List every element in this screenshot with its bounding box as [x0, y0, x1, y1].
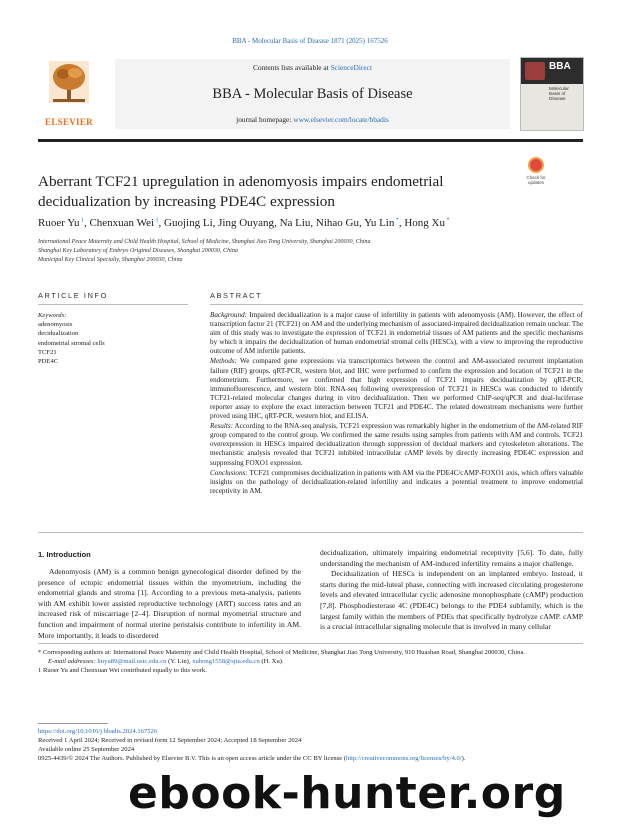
author-separator: , [274, 217, 280, 229]
doi-rule [38, 723, 108, 724]
results-label: Results: [210, 422, 234, 431]
cover-subtitle: Molecular Basis of Disease [549, 86, 569, 101]
footnotes [38, 648, 583, 675]
email-label: E-mail addresses: [48, 658, 98, 665]
elsevier-logo[interactable] [38, 59, 100, 127]
update-badge-label: Check for updates [526, 175, 546, 185]
keyword: endometrial stromal cells [38, 339, 105, 347]
abstract-bottom-rule [38, 532, 583, 533]
conclusions-text: TCF21 compromises decidualization in patients with AM via the PDE4C/cAMP-FOXO1 axis, which offers valuable insights on the pathology of decidualization-related infertility and indicates a potential treatment to improve endometrial receptivity in AM. [210, 468, 583, 495]
author-separator: , [359, 217, 365, 229]
license-suffix: ). [461, 755, 466, 762]
article-info-heading: ARTICLE INFO [38, 291, 108, 300]
background-label: Background: [210, 311, 248, 319]
author-separator: , [310, 217, 316, 229]
cover-title: BBA [549, 61, 571, 72]
corresponding-authors-note: * Corresponding authors at: International Peace Maternity and Child Health Hospital, School of Medicine, Shanghai Jiao Tong University, 910 Huashan Road, Shanghai 200030, China. [38, 649, 526, 656]
keywords-block [38, 311, 188, 366]
author-name[interactable]: Ruoer Yu [38, 217, 80, 229]
sciencedirect-link[interactable]: ScienceDirect [330, 63, 373, 72]
available-online: Available online 25 September 2024 [38, 746, 135, 753]
author-name[interactable]: Chenxuan Wei [89, 217, 155, 229]
license-text: 0925-4439/© 2024 The Authors. Published by Elsevier B.V. This is an open access article under the CC BY license ( [38, 755, 347, 762]
abstract-heading: ABSTRACT [210, 291, 263, 300]
introduction-heading: 1. Introduction [38, 550, 91, 559]
author-list [38, 217, 583, 229]
article-title: Aberrant TCF21 upregulation in adenomyosis impairs endometrial decidualization by increasing PDE4C expression [38, 173, 444, 210]
intro-paragraph: Adenomyosis (AM) is a common benign gynecological disorder defined by the presence of ectopic endometrial tissues within the myometrium, including the endometrial glands and stroma [1]. According to a previous meta-analysis, patients with AM exhibit lower assisted reproductive technology (ART) success rates and an increased risk of miscarriage [2–4]. Disruption of normal myometrial structure and function and impairment of normal uterine peristalsis contribute to infertility in AM. More importantly, it leads to disordered [38, 567, 301, 640]
intro-paragraph: Decidualization of HESCs is independent on an implanted embryo. Instead, it starts during the mid-luteal phase, connecting with increased circulating progesterone levels and elevated intracellular cyclic adenosine monophosphate (cAMP) production [7,8]. Phosphodiesterase 4C (PDE4C) belongs to the PDE4 subfamily, which is the largest family within the members of PDEs that specifically hydrolyze cAMP. cAMP is a crucial intracellular signaling molecule that is involved in many cellular [320, 569, 583, 632]
journal-citation[interactable]: BBA - Molecular Basis of Disease 1871 (2025) 167526 [232, 37, 388, 45]
email-link-lin[interactable]: linyu89@mail.ustc.edu.cn [97, 658, 167, 665]
affiliation-1: International Peace Maternity and Child Health Hospital, School of Medicine, Shanghai Jiao Tong University, Shanghai 200030, China [38, 239, 371, 245]
journal-cover[interactable] [520, 57, 584, 131]
conclusions-label: Conclusions: [210, 468, 248, 477]
affiliation-2: Shanghai Key Laboratory of Embryo Original Diseases, Shanghai 200030, China [38, 248, 238, 254]
affiliation-3: Municipal Key Clinical Specialty, Shanghai 200030, China [38, 257, 183, 263]
elsevier-tree-icon [49, 61, 89, 103]
author-separator: , [83, 217, 90, 229]
email-link-xu[interactable]: xuhong1558@sjtu.edu.cn [192, 658, 260, 665]
contents-line [115, 63, 510, 72]
author-name[interactable]: Yu Lin [364, 217, 395, 229]
author-mark[interactable]: * [394, 217, 399, 224]
homepage-prefix: journal homepage: [236, 115, 294, 124]
author-separator: , [212, 217, 219, 229]
background-text: Impaired decidualization is a major cause of infertility in patients with adenomyosis (AM). However, the effect of transcription factor 21 (TCF21) on AM and the underlying mechanism of associated-impaired decidualization remain unclear. The aim of this study was to investigate the expression of TCF21 in endometrial tissues of AM patients and the specific mechanisms by which it impairs the decidualization of human endometrial stromal cells (HESCs), with a view to improving the reproductive outcome of AM infertile patients. [210, 311, 583, 356]
abstract-rule [210, 304, 583, 305]
doi-link[interactable]: https://doi.org/10.1016/j.bbadis.2024.167526 [38, 728, 158, 735]
check-for-updates-badge[interactable] [520, 157, 552, 185]
keywords-label: Keywords: [38, 312, 67, 319]
email-xu-suffix: (H. Xu). [259, 658, 284, 665]
author-name[interactable]: Na Liu [279, 217, 311, 229]
update-icon [528, 157, 544, 173]
results-text: According to the RNA-seq analysis, TCF21 expression was remarkably higher in the endometrium of the AM-related RIF group compared to the control group. We confirmed the same results using samples from patients with AM and controls. TCF21 overexpression in HESCs impaired decidualization through suppression of decidual markers and cytoskeleton alterations. The mechanistic analysis revealed that TCF21 inhibited intracellular cAMP levels by directly increasing PDE4C expression and suppressing FOXO1 expression. [210, 422, 583, 467]
author-name[interactable]: Hong Xu [404, 217, 445, 229]
watermark: ebook-hunter.org [128, 768, 566, 819]
journal-title: BBA - Molecular Basis of Disease [212, 86, 413, 102]
methods-text: We compared gene expressions via transcriptomics between the control and AM-associated recurrent implantation failure (RIF) groups. qRT-PCR, western blot, and IHC were performed to confirm the expression and location of TCF21 in the endometrium. Furthermore, we confirmed that high expression of TCF21 impairs decidualization by qRT-PCR, immunofluorescence, and western blot. RNA-seq following overexpression of TCF21 in HESCs was conducted to identify TCF21-related molecular changes during in vitro decidualization. Then we performed ChIP-seq/qPCR and dual-luciferase reporter assay to explore the exact interaction between TCF21 and PDE4C. The related downstream mechanisms were further proved using IHC, qRT-PCR, western blot, and ELISA. [210, 357, 583, 421]
keyword: PDE4C [38, 358, 59, 366]
author-mark[interactable]: * [444, 217, 450, 224]
author-separator: , [158, 217, 165, 229]
author-name[interactable]: Guojing Li [164, 217, 213, 229]
footnote-rule [38, 643, 583, 644]
journal-info-box [115, 59, 510, 129]
homepage-link[interactable]: www.elsevier.com/locate/bbadis [293, 115, 389, 124]
author-mark[interactable]: 1 [154, 217, 159, 224]
journal-masthead [38, 55, 583, 133]
author-separator: , [398, 217, 405, 229]
email-lin-suffix: (Y. Lin), [166, 658, 193, 665]
received-dates: Received 1 April 2024; Received in revised form 12 September 2024; Accepted 18 September 2024 [38, 737, 302, 744]
abstract-body [210, 311, 583, 497]
contents-prefix: Contents lists available at [252, 63, 331, 72]
intro-left-column [38, 567, 301, 641]
journal-homepage [115, 115, 510, 124]
masthead-rule [38, 139, 583, 142]
elsevier-wordmark: ELSEVIER [45, 117, 93, 127]
email-addresses [38, 657, 583, 666]
license-line [38, 754, 583, 763]
abstract-results [210, 422, 583, 467]
article-info-rule [38, 304, 188, 305]
abstract-methods [210, 357, 583, 421]
intro-right-column [320, 548, 583, 633]
publication-info [38, 727, 583, 763]
keyword: TCF21 [38, 348, 57, 356]
abstract-background [210, 311, 583, 356]
intro-paragraph: decidualization, ultimately impairing endometrial receptivity [5,6]. To date, fully understanding the mechanism of AM-induced infertility remains a major challenge. [320, 548, 583, 568]
keyword: adenomyosis [38, 321, 73, 329]
author-name[interactable]: Nihao Gu [315, 217, 359, 229]
author-mark[interactable]: 1 [79, 217, 84, 224]
equal-contribution-note: 1 Ruoer Yu and Chenxuan Wei contributed equally to this work. [38, 667, 207, 674]
methods-label: Methods: [210, 357, 237, 366]
cover-art [525, 62, 545, 80]
license-link[interactable]: http://creativecommons.org/licenses/by/4.0/ [346, 755, 462, 762]
keyword: decidualization [38, 330, 79, 338]
author-name[interactable]: Jing Ouyang [218, 217, 275, 229]
abstract-conclusions [210, 469, 583, 496]
